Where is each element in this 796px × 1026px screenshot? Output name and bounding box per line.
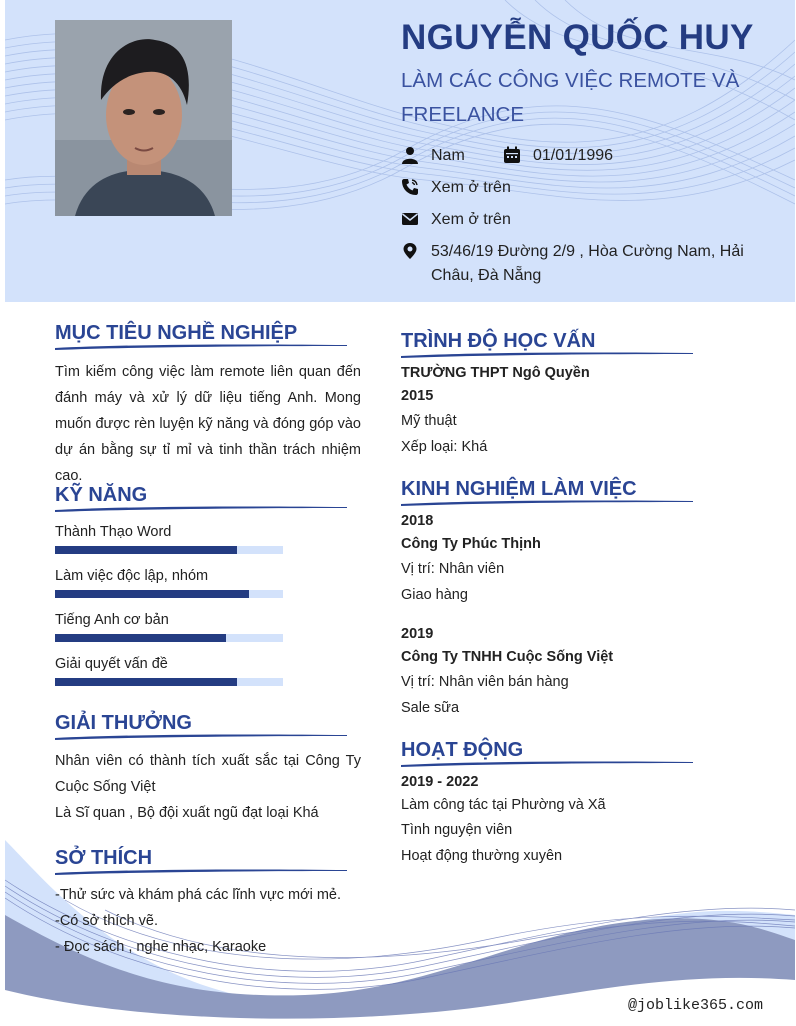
skill-bar-fill: [55, 678, 237, 686]
cv-page: [5, 0, 795, 1026]
skills-underline: [55, 504, 347, 512]
candidate-title: LÀM CÁC CÔNG VIỆC REMOTE VÀ FREELANCE: [401, 69, 740, 126]
profile-photo: [55, 20, 232, 216]
education-school: TRƯỜNG THPT Ngô Quyền: [401, 365, 590, 381]
address-text: 53/46/19 Đường 2/9 , Hòa Cường Nam, Hải Châu, Đà Nẵng: [431, 243, 744, 284]
objective-heading: MỤC TIÊU NGHỀ NGHIỆP: [55, 322, 298, 344]
cv-header: [5, 0, 795, 302]
skill-bar: [55, 678, 283, 686]
award-item: Nhân viên có thành tích xuất sắc tại Công Ty Cuộc Sống Việt: [55, 753, 361, 795]
skill-label: Tiếng Anh cơ bản: [55, 612, 169, 628]
skill-bar-fill: [55, 546, 237, 554]
job-position: Vị trí: Nhân viên: [401, 561, 505, 577]
skill-bar: [55, 546, 283, 554]
activity-item: Làm công tác tại Phường và Xã: [401, 797, 606, 813]
skills-heading: KỸ NĂNG: [55, 484, 148, 506]
activity-item: Hoạt động thường xuyên: [401, 848, 563, 864]
job-description: Sale sữa: [401, 700, 460, 716]
activities-period: 2019 - 2022: [401, 774, 479, 790]
person-icon: [401, 146, 419, 164]
experience-heading: KINH NGHIỆM LÀM VIỆC: [401, 478, 637, 500]
hobbies-underline: [55, 867, 347, 875]
hobby-item: -Thử sức và khám phá các lĩnh vực mới mẻ.: [55, 887, 342, 903]
awards-heading: GIẢI THƯỞNG: [55, 712, 192, 734]
phone-text: Xem ở trên: [431, 179, 511, 196]
objective-text: Tìm kiếm công việc làm remote liên quan đến đánh máy và xử lý dữ liệu tiếng Anh. Mong muốn được rèn luyện kỹ năng và đóng góp vào dự án bằng sự tỉ mỉ và tinh thần trách nhiệm cao.: [55, 364, 361, 484]
skill-bar: [55, 634, 283, 642]
hobbies-heading: SỞ THÍCH: [55, 847, 153, 869]
gender-text: Nam: [431, 147, 465, 164]
activity-item: Tình nguyện viên: [401, 822, 513, 838]
education-heading: TRÌNH ĐỘ HỌC VẤN: [401, 330, 596, 352]
job-description: Giao hàng: [401, 587, 468, 603]
awards-underline: [55, 732, 347, 740]
education-major: Mỹ thuật: [401, 413, 457, 429]
location-pin-icon: [401, 242, 419, 260]
job-year: 2018: [401, 513, 434, 529]
email-row: [401, 208, 601, 232]
award-item: Là Sĩ quan , Bộ đội xuất ngũ đạt loại Khá: [55, 805, 319, 821]
skill-label: Làm việc độc lập, nhóm: [55, 568, 209, 584]
dob-text: 01/01/1996: [533, 147, 614, 164]
skill-bar-fill: [55, 590, 249, 598]
hobby-item: - Đọc sách , nghe nhạc, Karaoke: [55, 939, 267, 955]
envelope-icon: [401, 210, 419, 228]
experience-underline: [401, 498, 693, 506]
email-text: Xem ở trên: [431, 211, 511, 228]
calendar-icon: [503, 146, 521, 164]
education-underline: [401, 350, 693, 358]
skill-bar: [55, 590, 283, 598]
job-company: Công Ty TNHH Cuộc Sống Việt: [401, 649, 614, 665]
job-company: Công Ty Phúc Thịnh: [401, 536, 541, 552]
skill-bar-fill: [55, 634, 226, 642]
job-year: 2019: [401, 626, 434, 642]
activities-underline: [401, 759, 693, 767]
address-row: [401, 240, 761, 290]
job-position: Vị trí: Nhân viên bán hàng: [401, 674, 569, 690]
phone-icon: [401, 178, 419, 196]
skill-label: Thành Thạo Word: [55, 524, 172, 540]
hobby-item: -Có sở thích vẽ.: [55, 913, 158, 929]
skill-label: Giải quyết vấn đề: [55, 656, 168, 672]
watermark-text[interactable]: @joblike365.com: [627, 997, 763, 1014]
candidate-name: NGUYỄN QUỐC HUY: [401, 18, 754, 57]
education-year: 2015: [401, 388, 434, 404]
education-grade: Xếp loại: Khá: [401, 439, 488, 455]
phone-row: [401, 176, 601, 200]
objective-underline: [55, 342, 347, 350]
activities-heading: HOẠT ĐỘNG: [401, 739, 524, 761]
dob-row: [503, 144, 643, 168]
